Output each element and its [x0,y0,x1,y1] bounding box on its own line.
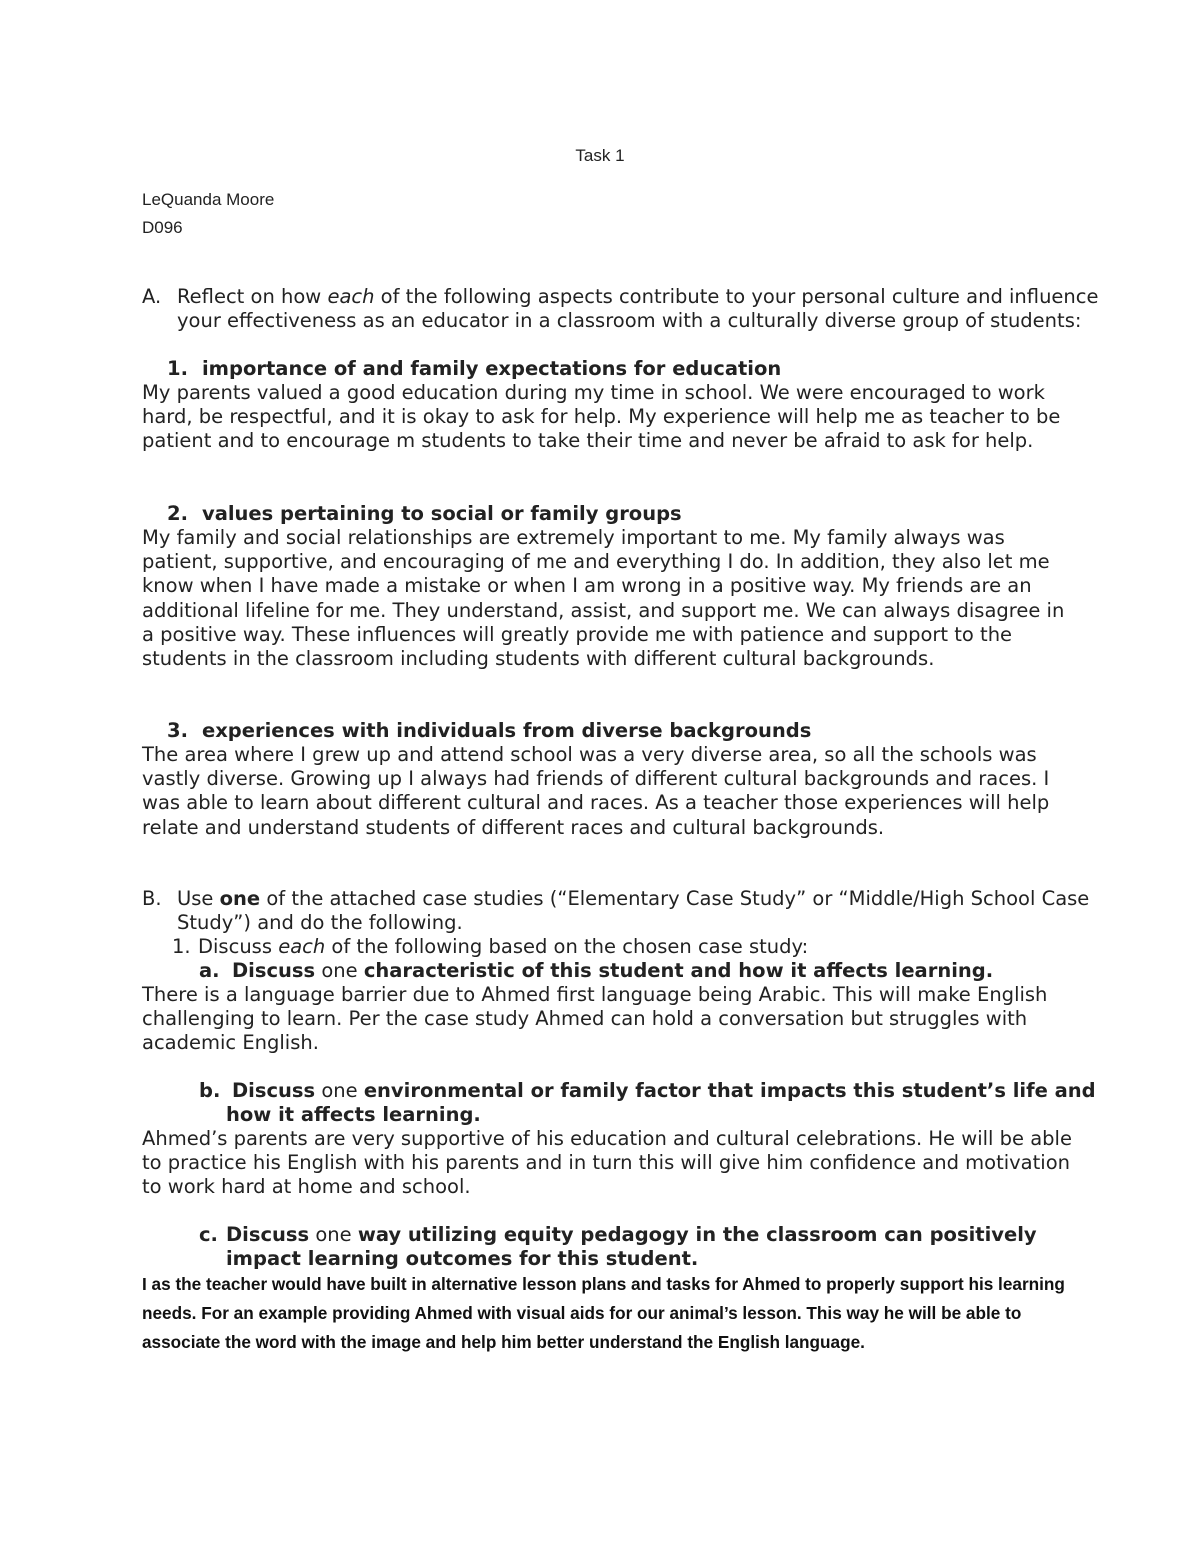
section-b-item-c-heading: c. Discuss one way utilizing equity pedagogy in the classroom can positively impact learning outcomes for this student. [199,1223,1037,1271]
section-a-item-2-response: My family and social relationships are extremely important to me. My family always was patient, supportive, and encouraging of me and everything I do. In addition, they also let me know when I have made a mistake or when I am wrong in a positive way. My friends are an additional lifeline for me. They understand, assist, and support me. We can always disagree in a positive way. These influences will greatly provide me with patience and support to the students in the classroom including students with different cultural backgrounds. [142,526,1065,671]
section-b-item-b-heading: b. Discuss one environmental or family factor that impacts this student’s life and how it affects learning. [199,1079,1096,1127]
document-title: Task 1 [575,146,625,165]
section-a-item-1-response: My parents valued a good education during my time in school. We were encouraged to work hard, be respectful, and it is okay to ask for help. My experience will help me as teacher to be patient and to encourage m students to take their time and never be afraid to ask for help. [142,381,1061,453]
section-a-marker: A. [142,285,162,308]
author-name: LeQuanda Moore [142,190,275,209]
course-code: D096 [142,218,183,237]
section-b-prompt: B. Use one of the attached case studies (“Elementary Case Study” or “Middle/High School Case Study”) and do the following. [142,887,1090,935]
section-a-item-3-response: The area where I grew up and attend school was a very diverse area, so all the schools was vastly diverse. Growing up I always had friends of different cultural backgrounds and races. I was able to learn about different cultural and races. As a teacher those experiences will help relate and understand students of different races and cultural backgrounds. [142,743,1050,839]
section-b-marker: B. [142,887,162,910]
section-a-item-2-heading: 2. values pertaining to social or family groups [167,502,682,525]
section-a-prompt: A. Reflect on how each of the following aspects contribute to your personal culture and influence your effectiveness as an educator in a classroom with a culturally diverse group of students: [142,285,1099,333]
section-a-item-1-heading: 1. importance of and family expectations for education [167,357,782,380]
section-b-item-a-heading: a. Discuss one characteristic of this student and how it affects learning. [199,959,994,982]
section-b-subprompt: 1. Discuss each of the following based on the chosen case study: [172,935,809,958]
section-a-item-3-heading: 3. experiences with individuals from diverse backgrounds [167,719,812,742]
section-b-item-a-response: There is a language barrier due to Ahmed first language being Arabic. This will make English challenging to learn. Per the case study Ahmed can hold a conversation but struggles with academic English. [142,983,1048,1055]
section-b-item-c-response: I as the teacher would have built in alternative lesson plans and tasks for Ahmed to properly support his learning needs. For an example providing Ahmed with visual aids for our animal’s lesson. This way he will be able to associate the word with the image and help him better understand the English language. [142,1274,1065,1352]
section-b-item-b-response: Ahmed’s parents are very supportive of his education and cultural celebrations. He will be able to practice his English with his parents and in turn this will give him confidence and motivation to work hard at home and school. [142,1127,1072,1199]
